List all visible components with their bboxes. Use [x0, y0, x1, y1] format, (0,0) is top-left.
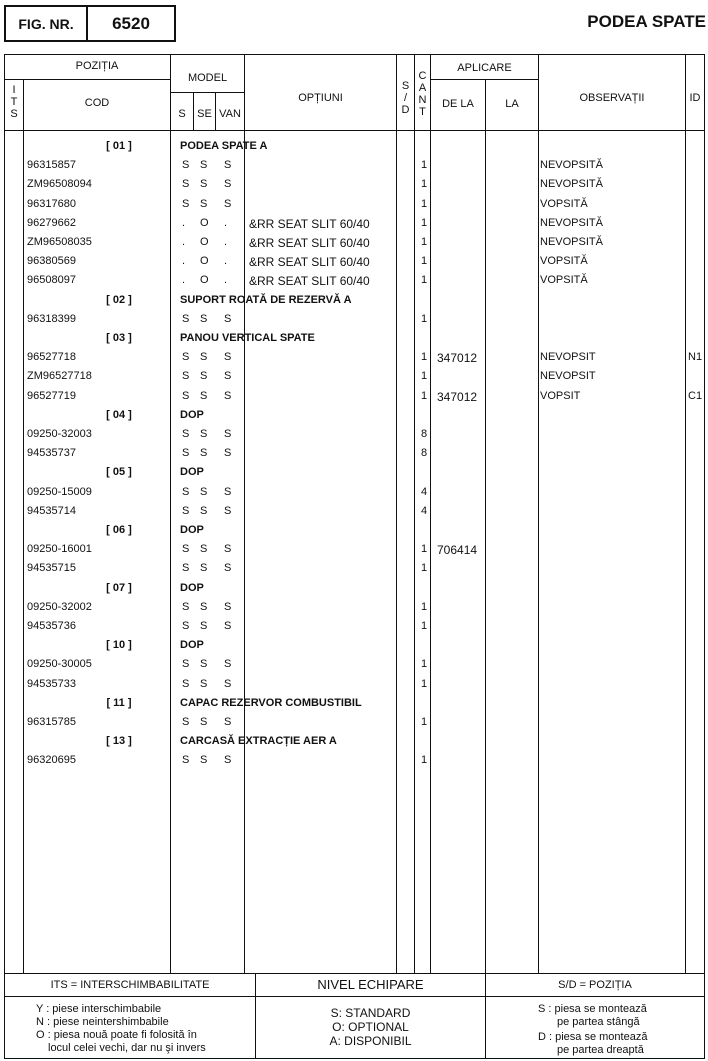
- position-number: [ 05 ]: [106, 466, 132, 479]
- model-se-value: S: [200, 754, 208, 767]
- model-s-value: .: [182, 236, 186, 248]
- model-se-value: O: [200, 236, 209, 248]
- quantity-value: 8: [421, 428, 428, 440]
- quantity-value: 1: [421, 543, 428, 556]
- group-row: [0, 636, 708, 655]
- quantity-value: 1: [421, 600, 428, 613]
- col-header-model: MODEL: [187, 72, 228, 84]
- model-van-value: .: [224, 216, 228, 229]
- quantity-value: 1: [421, 716, 428, 728]
- table-row: [0, 367, 708, 386]
- model-van-value: S: [224, 370, 232, 383]
- model-van-value: S: [224, 485, 232, 498]
- group-description: DOP: [180, 639, 204, 652]
- part-code: 96318399: [27, 312, 76, 325]
- footer-its-line-2: N : piese neintershimbabile: [36, 1016, 169, 1028]
- model-s-value: S: [182, 389, 190, 402]
- part-code: 96527718: [27, 351, 76, 364]
- observation-value: VOPSITĂ: [540, 274, 588, 287]
- position-number: [ 13 ]: [106, 735, 132, 748]
- col-header-model-van: VAN: [219, 108, 241, 120]
- col-header-cant: C A N T: [418, 70, 427, 118]
- model-van-value: .: [224, 255, 228, 268]
- observation-value: VOPSITĂ: [540, 197, 588, 210]
- footer-sd-line-1: S : piesa se montează: [538, 1003, 647, 1015]
- model-s-value: S: [182, 159, 190, 172]
- footer-nivel-line-3: A: DISPONIBIL: [329, 1034, 412, 1048]
- table-row: [0, 271, 708, 290]
- model-s-value: S: [182, 370, 190, 383]
- model-se-value: S: [200, 428, 208, 440]
- model-van-value: S: [224, 197, 232, 210]
- part-code: 09250-16001: [27, 543, 92, 556]
- col-header-observatii: OBSERVAȚII: [579, 92, 645, 104]
- model-s-value: S: [182, 197, 190, 210]
- group-description: DOP: [180, 524, 204, 536]
- footer-nivel-title: NIVEL ECHIPARE: [317, 977, 424, 992]
- position-number: [ 07 ]: [106, 581, 132, 594]
- model-van-value: S: [224, 178, 232, 191]
- observation-value: VOPSIT: [540, 389, 581, 402]
- col-header-sd: S / D: [401, 80, 410, 116]
- part-code: 96315857: [27, 159, 76, 172]
- model-se-value: S: [200, 447, 208, 460]
- model-van-value: S: [224, 389, 232, 402]
- group-row: [0, 291, 708, 310]
- table-row: [0, 156, 708, 175]
- quantity-value: 1: [421, 236, 428, 248]
- part-code: 09250-32003: [27, 428, 92, 440]
- position-number: [ 03 ]: [106, 332, 132, 344]
- table-row: [0, 502, 708, 521]
- model-van-value: S: [224, 562, 232, 575]
- observation-value: VOPSITĂ: [540, 255, 588, 268]
- quantity-value: 1: [421, 351, 428, 364]
- group-row: [0, 137, 708, 156]
- part-code: 96527719: [27, 389, 76, 402]
- model-se-value: S: [200, 620, 208, 632]
- part-code: 96320695: [27, 754, 76, 767]
- col-header-cod: COD: [84, 97, 110, 109]
- model-s-value: .: [182, 255, 186, 268]
- model-s-value: .: [182, 216, 186, 229]
- footer-nivel-line-2: O: OPTIONAL: [332, 1020, 409, 1034]
- model-van-value: .: [224, 274, 228, 287]
- group-description: PODEA SPATE A: [180, 140, 268, 152]
- position-number: [ 02 ]: [106, 293, 132, 306]
- model-van-value: S: [224, 600, 232, 613]
- part-code: 94535733: [27, 677, 76, 690]
- observation-value: NEVOPSITĂ: [540, 159, 603, 172]
- part-code: 94535736: [27, 620, 76, 632]
- position-number: [ 06 ]: [106, 524, 132, 536]
- id-value: N1: [688, 351, 703, 364]
- model-se-value: S: [200, 389, 208, 402]
- quantity-value: 8: [421, 447, 428, 460]
- model-s-value: S: [182, 485, 190, 498]
- page-title: PODEA SPATE: [587, 12, 706, 31]
- quantity-value: 4: [421, 504, 428, 517]
- col-header-la: LA: [505, 98, 519, 110]
- observation-value: NEVOPSITĂ: [540, 216, 603, 229]
- option-value: &RR SEAT SLIT 60/40: [249, 216, 370, 231]
- model-van-value: S: [224, 543, 232, 556]
- model-se-value: S: [200, 485, 208, 498]
- model-se-value: S: [200, 197, 208, 210]
- group-description: DOP: [180, 581, 204, 594]
- model-s-value: S: [182, 428, 190, 440]
- footer-sd-line-3: D : piesa se montează: [538, 1031, 648, 1043]
- part-code: 09250-32002: [27, 600, 92, 613]
- model-se-value: S: [200, 312, 208, 325]
- model-s-value: S: [182, 504, 190, 517]
- table-row: [0, 348, 708, 367]
- quantity-value: 1: [421, 178, 428, 191]
- quantity-value: 1: [421, 197, 428, 210]
- model-s-value: .: [182, 274, 186, 287]
- model-se-value: S: [200, 178, 208, 191]
- col-header-model-s: S: [178, 108, 186, 120]
- id-value: C1: [688, 389, 703, 402]
- group-description: DOP: [180, 408, 204, 421]
- observation-value: NEVOPSITĂ: [540, 178, 603, 191]
- model-van-value: S: [224, 428, 232, 440]
- table-row: [0, 559, 708, 578]
- footer-its-line-3: O : piesa nouă poate fi folosită în: [36, 1029, 197, 1041]
- col-header-de-la: DE LA: [442, 98, 474, 110]
- model-se-value: S: [200, 677, 208, 690]
- model-van-value: S: [224, 447, 232, 460]
- quantity-value: 1: [421, 159, 428, 172]
- model-s-value: S: [182, 658, 190, 671]
- table-row: [0, 655, 708, 674]
- footer-its-line-1: Y : piese interschimbabile: [36, 1003, 162, 1015]
- part-code: 09250-15009: [27, 485, 92, 498]
- quantity-value: 1: [421, 620, 428, 632]
- model-van-value: S: [224, 677, 232, 690]
- option-value: &RR SEAT SLIT 60/40: [249, 255, 370, 270]
- part-code: ZM96508035: [27, 236, 92, 248]
- footer-its-line-4: locul celei vechi, dar nu şi invers: [48, 1042, 206, 1054]
- group-row: [0, 579, 708, 598]
- model-se-value: O: [200, 216, 209, 229]
- model-se-value: S: [200, 716, 208, 728]
- table-row: [0, 444, 708, 463]
- quantity-value: 1: [421, 658, 428, 671]
- observation-value: NEVOPSIT: [540, 351, 596, 364]
- group-row: [0, 463, 708, 482]
- model-van-value: .: [224, 236, 228, 248]
- model-se-value: S: [200, 658, 208, 671]
- model-se-value: S: [200, 159, 208, 172]
- model-van-value: S: [224, 658, 232, 671]
- part-code: ZM96527718: [27, 370, 92, 383]
- model-van-value: S: [224, 754, 232, 767]
- table-row: [0, 540, 708, 559]
- model-van-value: S: [224, 351, 232, 364]
- table-row: [0, 617, 708, 636]
- quantity-value: 1: [421, 255, 428, 268]
- col-header-optiuni: OPȚIUNI: [298, 92, 343, 104]
- part-code: 94535715: [27, 562, 76, 575]
- table-row: [0, 387, 708, 406]
- figure-number-box: [4, 5, 176, 42]
- model-s-value: S: [182, 351, 190, 364]
- de-la-value: 347012: [437, 351, 478, 366]
- table-row: [0, 598, 708, 617]
- model-se-value: S: [200, 600, 208, 613]
- model-s-value: S: [182, 312, 190, 325]
- observation-value: NEVOPSIT: [540, 370, 596, 383]
- observation-value: NEVOPSITĂ: [540, 236, 603, 248]
- quantity-value: 1: [421, 274, 428, 287]
- col-header-its: I T S: [10, 84, 18, 120]
- col-header-id: ID: [689, 92, 701, 104]
- model-se-value: S: [200, 370, 208, 383]
- table-row: [0, 195, 708, 214]
- position-number: [ 11 ]: [106, 696, 132, 709]
- model-se-value: S: [200, 562, 208, 575]
- model-van-value: S: [224, 312, 232, 325]
- col-header-model-se: SE: [197, 108, 212, 120]
- group-description: CARCASĂ EXTRACȚIE AER A: [180, 735, 337, 748]
- footer-sd-line-4: pe partea dreaptă: [557, 1044, 644, 1056]
- quantity-value: 4: [421, 485, 428, 498]
- quantity-value: 1: [421, 754, 428, 767]
- model-van-value: S: [224, 620, 232, 632]
- model-se-value: S: [200, 504, 208, 517]
- part-code: 96317680: [27, 197, 76, 210]
- group-description: PANOU VERTICAL SPATE: [180, 332, 315, 344]
- de-la-value: 347012: [437, 389, 478, 404]
- quantity-value: 1: [421, 216, 428, 229]
- table-row: [0, 214, 708, 233]
- option-value: &RR SEAT SLIT 60/40: [249, 236, 370, 250]
- part-code: 94535714: [27, 504, 76, 517]
- col-header-pozitia: POZIȚIA: [75, 60, 119, 72]
- part-code: 96315785: [27, 716, 76, 728]
- option-value: &RR SEAT SLIT 60/40: [249, 274, 370, 289]
- part-code: 96279662: [27, 216, 76, 229]
- model-s-value: S: [182, 562, 190, 575]
- table-row: [0, 175, 708, 194]
- quantity-value: 1: [421, 312, 428, 325]
- figure-label: FIG. NR.: [6, 7, 88, 40]
- quantity-value: 1: [421, 370, 428, 383]
- model-s-value: S: [182, 620, 190, 632]
- model-s-value: S: [182, 447, 190, 460]
- col-header-aplicare: APLICARE: [457, 62, 512, 74]
- model-van-value: S: [224, 504, 232, 517]
- part-code: 96380569: [27, 255, 76, 268]
- model-s-value: S: [182, 600, 190, 613]
- model-se-value: O: [200, 274, 209, 287]
- group-row: [0, 406, 708, 425]
- part-code: ZM96508094: [27, 178, 92, 191]
- position-number: [ 04 ]: [106, 408, 132, 421]
- part-code: 94535737: [27, 447, 76, 460]
- model-se-value: S: [200, 543, 208, 556]
- de-la-value: 706414: [437, 543, 478, 558]
- group-description: CAPAC REZERVOR COMBUSTIBIL: [180, 696, 362, 709]
- model-s-value: S: [182, 178, 190, 191]
- group-row: [0, 732, 708, 751]
- figure-number: 6520: [112, 13, 150, 33]
- model-van-value: S: [224, 159, 232, 172]
- position-number: [ 10 ]: [106, 639, 132, 652]
- model-se-value: S: [200, 351, 208, 364]
- position-number: [ 01 ]: [106, 140, 132, 152]
- table-row: [0, 310, 708, 329]
- table-row: [0, 751, 708, 770]
- group-description: DOP: [180, 466, 204, 479]
- footer-its-title: ITS = INTERSCHIMBABILITATE: [50, 979, 210, 991]
- model-se-value: O: [200, 255, 209, 268]
- footer-sd-title: S/D = POZIȚIA: [558, 979, 632, 991]
- table-row: [0, 252, 708, 271]
- model-s-value: S: [182, 754, 190, 767]
- part-code: 09250-30005: [27, 658, 92, 671]
- group-row: [0, 521, 708, 540]
- model-van-value: S: [224, 716, 232, 728]
- table-row: [0, 425, 708, 444]
- model-s-value: S: [182, 716, 190, 728]
- table-row: [0, 233, 708, 252]
- group-row: [0, 694, 708, 713]
- footer-sd-line-2: pe partea stângă: [557, 1016, 640, 1028]
- footer-nivel-line-1: S: STANDARD: [330, 1006, 411, 1020]
- group-row: [0, 329, 708, 348]
- quantity-value: 1: [421, 677, 428, 690]
- table-row: [0, 675, 708, 694]
- table-row: [0, 483, 708, 502]
- table-row: [0, 713, 708, 732]
- model-s-value: S: [182, 543, 190, 556]
- model-s-value: S: [182, 677, 190, 690]
- part-code: 96508097: [27, 274, 76, 287]
- group-description: SUPORT ROATĂ DE REZERVĂ A: [180, 293, 352, 306]
- quantity-value: 1: [421, 389, 428, 402]
- quantity-value: 1: [421, 562, 428, 575]
